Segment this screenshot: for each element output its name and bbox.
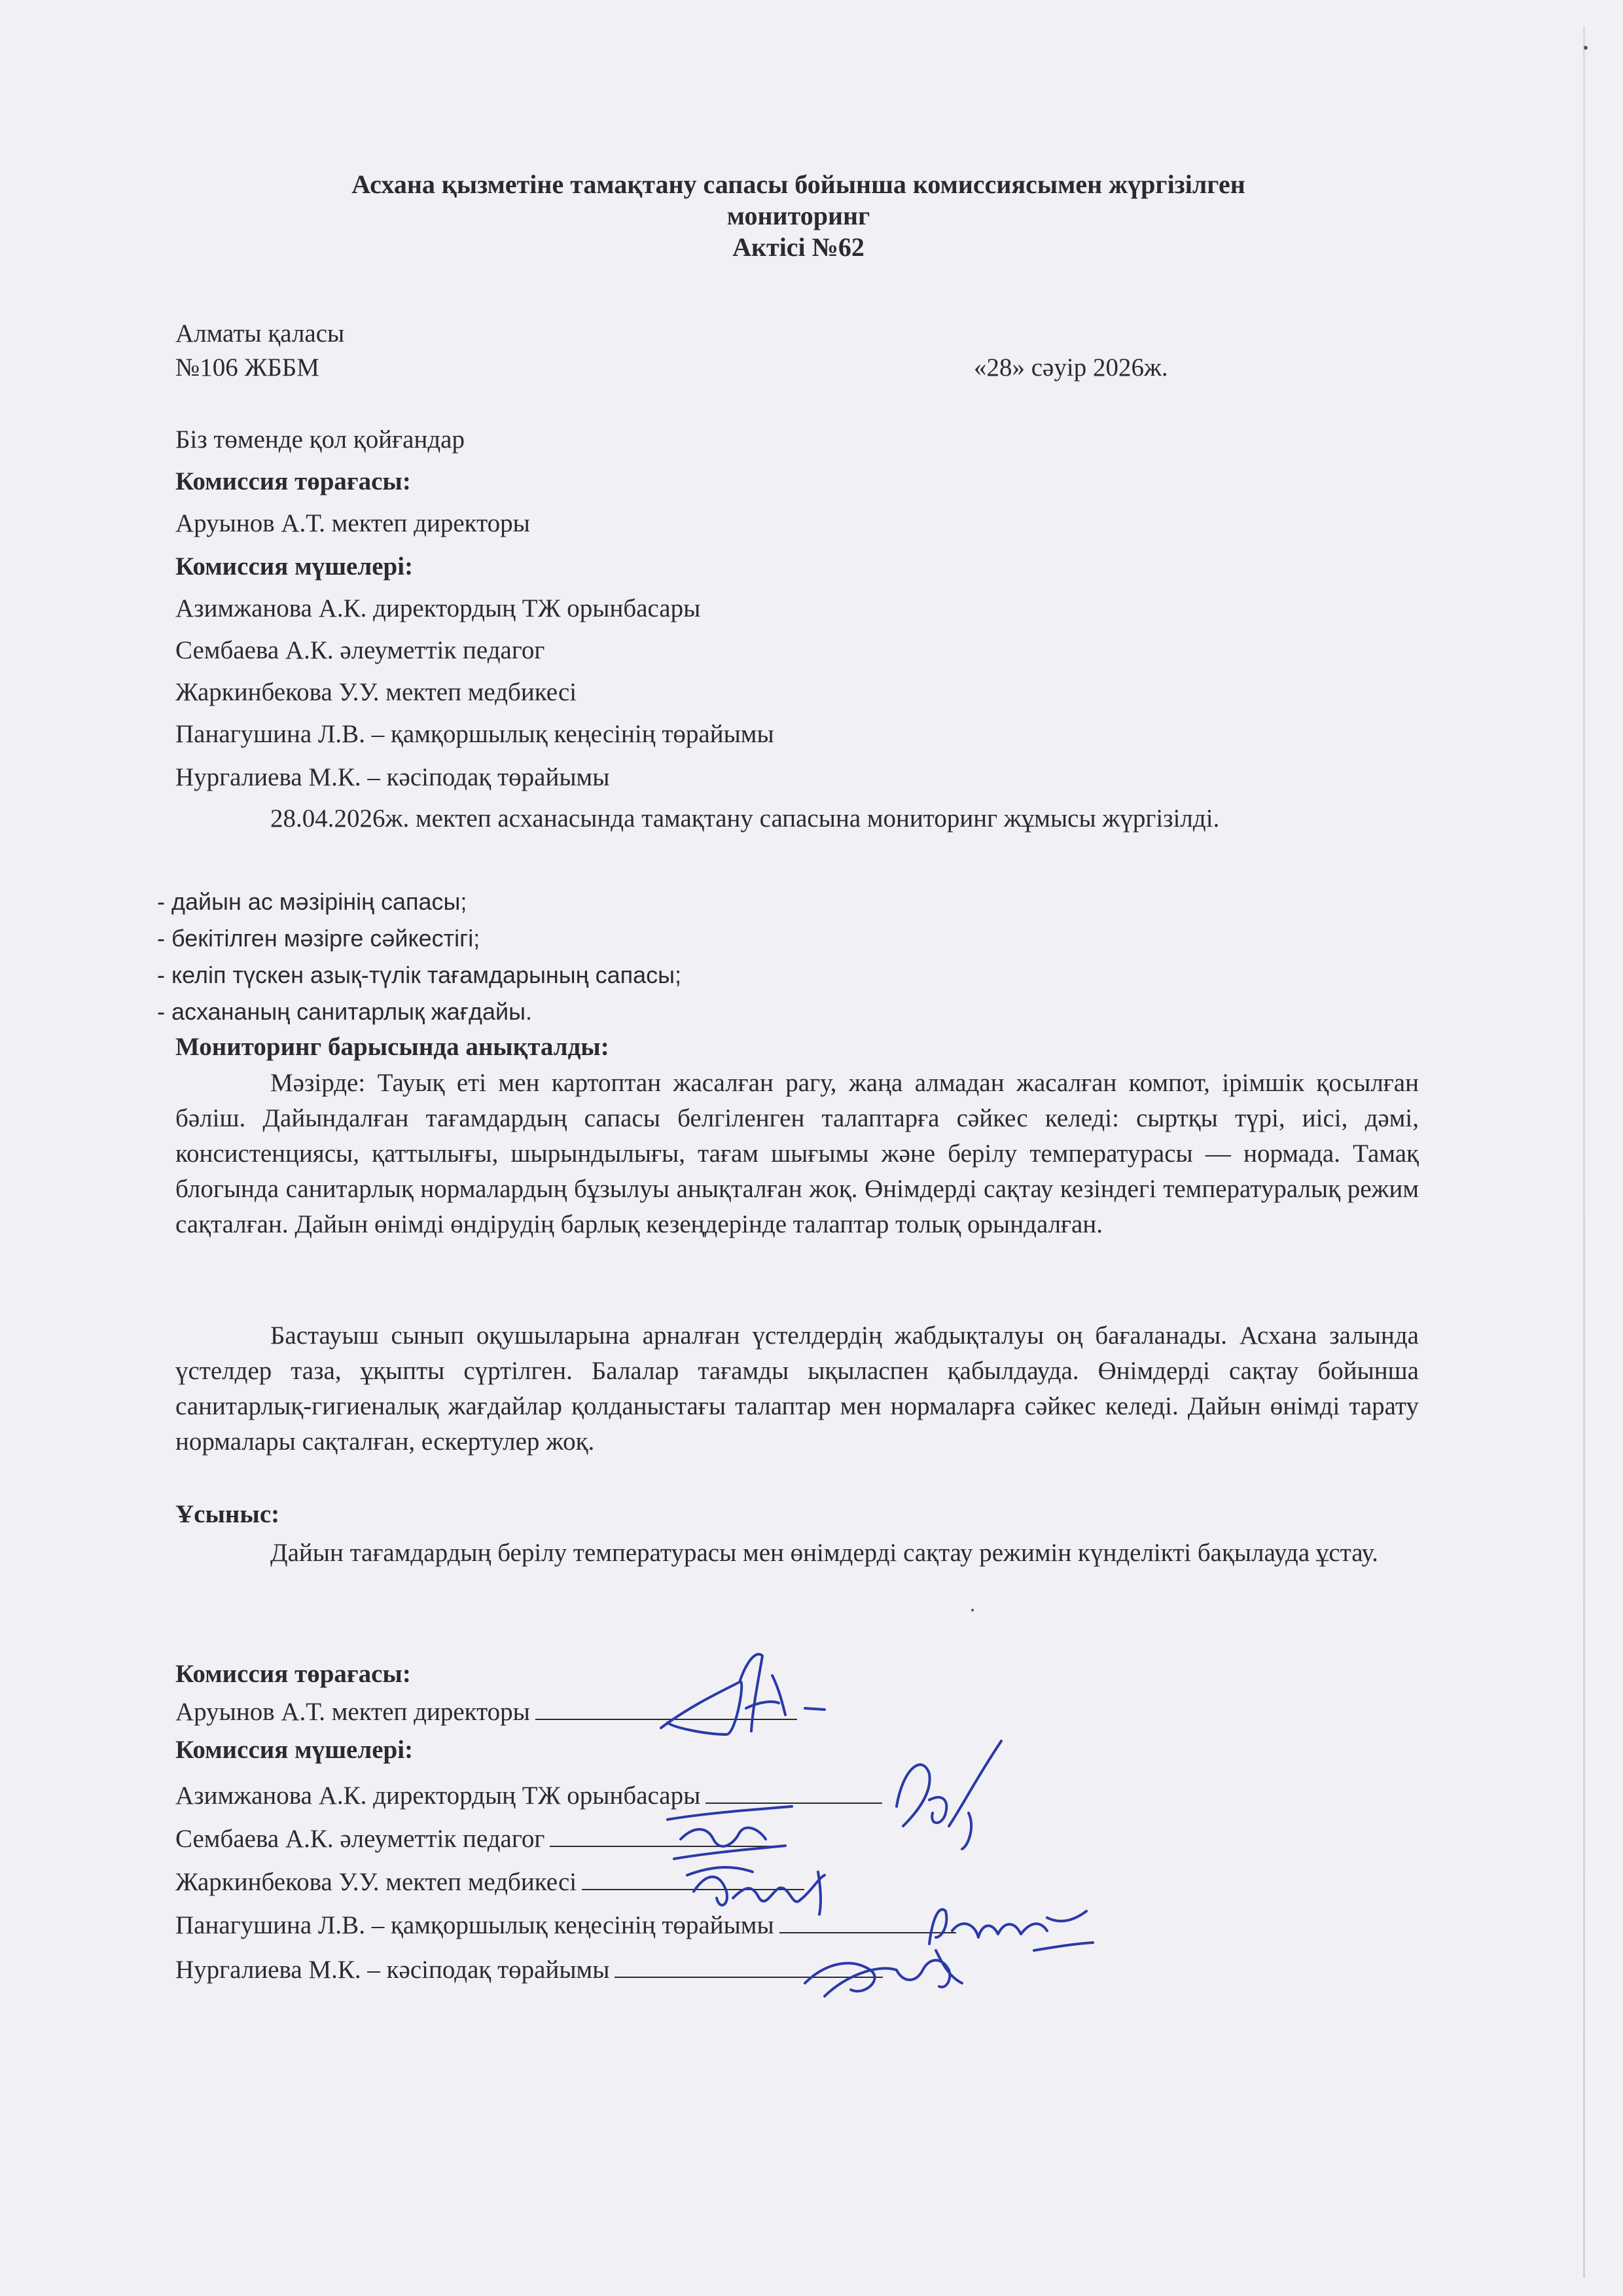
sign-chair-row xyxy=(175,1695,797,1728)
sign-chair-heading: Комиссия төрағасы: xyxy=(175,1660,411,1688)
checklist-item: - бекітілген мәзірге сәйкестігі; xyxy=(157,925,480,952)
title-line-1: Асхана қызметіне тамақтану сапасы бойынша комиссиясымен жүргізілген xyxy=(351,170,1245,199)
sign-member-row-5 xyxy=(175,1953,883,1986)
findings-paragraph-1: Мәзірде: Тауық еті мен картоптан жасалған рагу, жаңа алмадан жасалған компот, ірімшік қосылған бәліш. Дайындалған тағамдардың сапасы белгіленген талаптарға сәйкес келеді: сыртқы түрі, иісі, дәмі, консистенциясы, қаттылығы, шырындылығы, тағам шығымы және берілу температурасы — нормада. Тамақ блогында санитарлық нормалардың бұзылуы анықталған жоқ. Өнімдерді сақтау кезіндегі температуралық режим сақталған. Дайын өнімді өндірудің барлық кезеңдерінде талаптар толық орындалған. xyxy=(175,1069,1419,1238)
signature-line xyxy=(615,1953,883,1978)
act-date: «28» сәуір 2026ж. xyxy=(974,353,1168,382)
monitoring-intro: 28.04.2026ж. мектеп асханасында тамақтану сапасына мониторинг жұмысы жүргізілді. xyxy=(270,804,1220,833)
member-5: Нургалиева М.К. – кәсіподақ төрайымы xyxy=(175,763,610,791)
sign-member-name: Панагушина Л.В. – қамқоршылық кеңесінің төрайымы xyxy=(175,1911,774,1939)
checklist xyxy=(157,884,681,1030)
sign-member-row-2 xyxy=(175,1822,779,1855)
member-1: Азимжанова А.К. директордың ТЖ орынбасары xyxy=(175,594,701,622)
sign-member-row-4 xyxy=(175,1909,956,1941)
title-line-3: Актісі №62 xyxy=(732,232,865,262)
sign-member-row-3 xyxy=(175,1865,804,1898)
chair-name: Аруынов А.Т. мектеп директоры xyxy=(175,509,530,537)
recommendation-text: Дайын тағамдардың берілу температурасы мен өнімдерді сақтау режимін күнделікті бақылауда ұстау. xyxy=(270,1539,1378,1567)
member-3: Жаркинбекова У.У. мектеп медбикесі xyxy=(175,678,577,706)
scan-speck xyxy=(1584,46,1588,50)
scan-speck xyxy=(971,1609,974,1611)
signature-line xyxy=(550,1822,779,1847)
scan-edge xyxy=(1583,26,1585,2278)
chair-signature-image xyxy=(648,1636,857,1748)
member-2: Сембаева А.К. әлеуметтік педагог xyxy=(175,636,545,664)
sign-chair-name: Аруынов А.Т. мектеп директоры xyxy=(175,1698,530,1726)
signature-line xyxy=(535,1695,797,1720)
checklist-item: - келіп түскен азық-түлік тағамдарының сапасы; xyxy=(157,961,681,988)
sign-member-name: Азимжанова А.К. директордың ТЖ орынбасары xyxy=(175,1782,701,1810)
member-1-signature-image xyxy=(870,1728,1021,1852)
signature-line xyxy=(779,1909,956,1933)
sign-member-name: Жаркинбекова У.У. мектеп медбикесі xyxy=(175,1868,577,1896)
sign-members-heading: Комиссия мүшелері: xyxy=(175,1736,414,1764)
recommendation-heading: Ұсыныс: xyxy=(175,1500,280,1528)
city-label: Алматы қаласы xyxy=(175,319,345,348)
findings-heading: Мониторинг барысында анықталды: xyxy=(175,1033,609,1061)
findings-paragraph-2: Бастауыш сынып оқушыларына арналған үстелдердің жабдықталуы оң бағаланады. Асхана залында үстелдер таза, ұқыпты сүртілген. Балалар тағамды ықыласпен қабылдауда. Өнімдерді сақтау бойынша санитарлық-гигиеналық жағдайлар қолданыстағы талаптар мен нормаларға сәйкес келеді. Дайын өнімді тарату нормалары сақталған, ескертулер жоқ. xyxy=(175,1321,1419,1456)
checklist-item: - дайын ас мәзірінің сапасы; xyxy=(157,888,467,915)
member-4: Панагушина Л.В. – қамқоршылық кеңесінің төрайымы xyxy=(175,720,774,748)
document-title xyxy=(170,169,1427,263)
signature-line xyxy=(705,1779,882,1804)
title-line-2: мониторинг xyxy=(726,201,870,230)
chair-heading: Комиссия төрағасы: xyxy=(175,467,411,495)
sign-member-row-1 xyxy=(175,1779,882,1812)
sign-member-name: Сембаева А.К. әлеуметтік педагог xyxy=(175,1825,545,1853)
intro-text: Біз төменде қол қойғандар xyxy=(175,425,465,454)
school-label: №106 ЖББМ xyxy=(175,353,319,382)
sign-member-name: Нургалиева М.К. – кәсіподақ төрайымы xyxy=(175,1956,610,1984)
checklist-item: - асхананың санитарлық жағдайы. xyxy=(157,998,532,1025)
signature-line xyxy=(582,1865,804,1890)
members-heading: Комиссия мүшелері: xyxy=(175,552,414,581)
